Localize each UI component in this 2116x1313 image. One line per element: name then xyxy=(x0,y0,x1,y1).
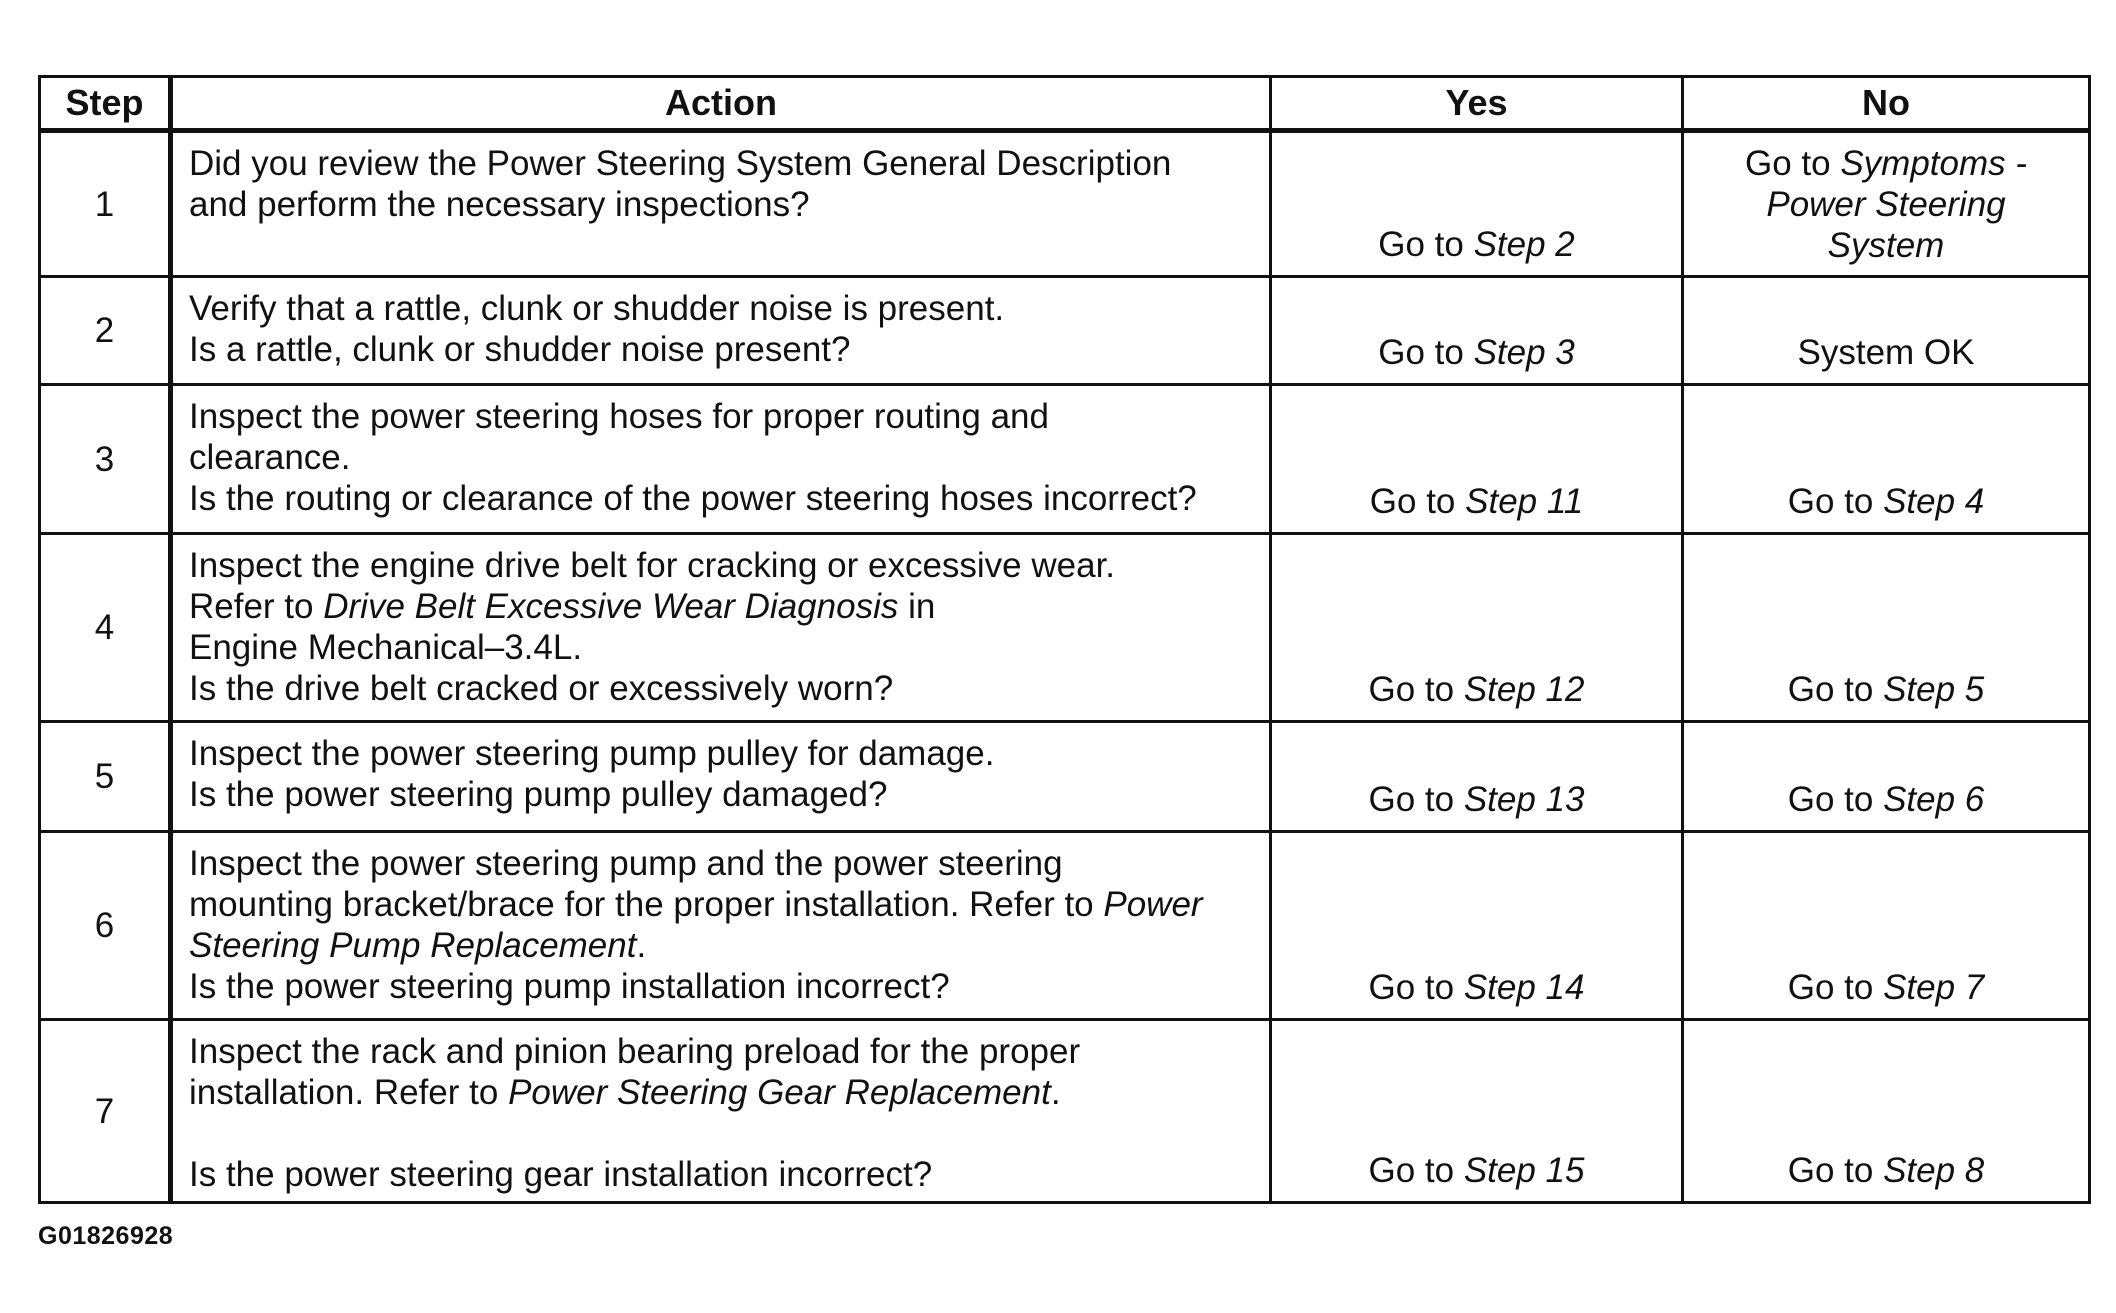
action-line: and perform the necessary inspections? xyxy=(189,185,810,224)
yes-cell xyxy=(1271,722,1683,832)
action-line: Engine Mechanical–3.4L. xyxy=(189,628,583,667)
yes-prefix: Go to xyxy=(1368,670,1464,709)
no-cell xyxy=(1683,131,2090,277)
action-line: Is the routing or clearance of the power steering hoses incorrect? xyxy=(189,479,1197,518)
yes-step-link[interactable]: Step 15 xyxy=(1463,1151,1585,1190)
header-yes: Yes xyxy=(1271,77,1683,131)
action-line: Inspect the engine drive belt for cracking or excessive wear. xyxy=(189,546,1116,585)
step-number: 4 xyxy=(40,534,171,722)
no-cell xyxy=(1683,534,2090,722)
no-step-link[interactable]: Step 7 xyxy=(1883,968,1985,1007)
step-number: 7 xyxy=(40,1020,171,1203)
action-cell xyxy=(171,277,1271,385)
yes-cell xyxy=(1271,277,1683,385)
no-step-link[interactable]: Step 8 xyxy=(1883,1151,1985,1190)
table-row xyxy=(40,832,2090,1020)
action-line xyxy=(189,884,1255,925)
table-row xyxy=(40,1020,2090,1203)
yes-cell xyxy=(1271,534,1683,722)
action-cell xyxy=(171,534,1271,722)
action-line: Inspect the rack and pinion bearing preload for the proper xyxy=(189,1032,1081,1071)
yes-step-link[interactable]: Step 11 xyxy=(1465,482,1584,521)
yes-step-link[interactable]: Step 3 xyxy=(1473,333,1575,372)
no-symptoms-link[interactable]: System xyxy=(1827,226,1945,265)
no-step-link[interactable]: Step 4 xyxy=(1883,482,1985,521)
refer-text: installation. Refer to xyxy=(189,1073,509,1112)
table-row xyxy=(40,722,2090,832)
no-symptoms-link[interactable]: Power Steering xyxy=(1766,185,2006,224)
no-prefix: Go to xyxy=(1787,670,1884,709)
step-number: 6 xyxy=(40,832,171,1020)
header-action: Action xyxy=(171,77,1271,131)
no-step-link[interactable]: Step 5 xyxy=(1883,670,1985,709)
no-cell xyxy=(1683,1020,2090,1203)
action-cell xyxy=(171,131,1271,277)
action-line xyxy=(189,586,1255,627)
yes-step-link[interactable]: Step 12 xyxy=(1463,670,1585,709)
drive-belt-diagnosis-link[interactable]: Drive Belt Excessive Wear Diagnosis xyxy=(323,587,899,626)
yes-cell xyxy=(1271,385,1683,534)
table-header-row xyxy=(40,77,2090,131)
no-prefix: Go to xyxy=(1787,1151,1884,1190)
table-row xyxy=(40,534,2090,722)
yes-prefix: Go to xyxy=(1378,333,1474,372)
action-line: Is the power steering gear installation incorrect? xyxy=(189,1155,933,1194)
pump-replacement-link[interactable]: Steering Pump Replacement xyxy=(189,926,637,965)
no-prefix: Go to xyxy=(1787,968,1884,1007)
action-line: Inspect the power steering hoses for proper routing and xyxy=(189,397,1049,436)
no-prefix: Go to xyxy=(1787,780,1884,819)
no-cell xyxy=(1683,277,2090,385)
yes-prefix: Go to xyxy=(1368,968,1464,1007)
no-cell xyxy=(1683,385,2090,534)
action-line: Did you review the Power Steering System General Description xyxy=(189,144,1172,183)
action-line: Is a rattle, clunk or shudder noise present? xyxy=(189,330,851,369)
step-number: 3 xyxy=(40,385,171,534)
table-row xyxy=(40,385,2090,534)
refer-suffix: in xyxy=(898,587,936,626)
yes-prefix: Go to xyxy=(1369,482,1466,521)
blank-line xyxy=(189,1113,1255,1154)
no-step-link[interactable]: Step 6 xyxy=(1883,780,1985,819)
action-line xyxy=(189,925,1255,966)
refer-suffix: . xyxy=(1050,1073,1061,1112)
action-line: Is the power steering pump installation incorrect? xyxy=(189,967,950,1006)
yes-cell xyxy=(1271,1020,1683,1203)
action-line: Inspect the power steering pump pulley for damage. xyxy=(189,734,995,773)
refer-text: Refer to xyxy=(189,587,324,626)
action-cell xyxy=(171,722,1271,832)
header-step: Step xyxy=(40,77,171,131)
no-prefix: Go to xyxy=(1787,482,1884,521)
gear-replacement-link[interactable]: Power Steering Gear Replacement xyxy=(508,1073,1051,1112)
step-number: 2 xyxy=(40,277,171,385)
action-cell xyxy=(171,832,1271,1020)
yes-step-link[interactable]: Step 2 xyxy=(1473,225,1575,264)
yes-prefix: Go to xyxy=(1378,225,1474,264)
action-line xyxy=(189,1072,1255,1113)
yes-cell xyxy=(1271,832,1683,1020)
figure-id: G01826928 xyxy=(38,1222,174,1250)
action-line: Inspect the power steering pump and the power steering xyxy=(189,844,1063,883)
no-prefix: Go to xyxy=(1744,144,1841,183)
no-line xyxy=(1684,143,2088,184)
no-result: System OK xyxy=(1797,333,1975,372)
action-cell xyxy=(171,385,1271,534)
diagnostic-table xyxy=(38,75,2091,1204)
no-symptoms-link[interactable]: Symptoms - xyxy=(1840,144,2028,183)
action-line: Is the power steering pump pulley damaged? xyxy=(189,775,888,814)
yes-step-link[interactable]: Step 14 xyxy=(1463,968,1585,1007)
action-line: clearance. xyxy=(189,438,351,477)
pump-replacement-link[interactable]: Power xyxy=(1103,885,1203,924)
step-number: 1 xyxy=(40,131,171,277)
yes-cell xyxy=(1271,131,1683,277)
action-line: Verify that a rattle, clunk or shudder noise is present. xyxy=(189,289,1005,328)
refer-suffix: . xyxy=(636,926,647,965)
no-cell xyxy=(1683,722,2090,832)
action-cell xyxy=(171,1020,1271,1203)
yes-prefix: Go to xyxy=(1368,1151,1464,1190)
header-no: No xyxy=(1683,77,2090,131)
table-row xyxy=(40,277,2090,385)
step-number: 5 xyxy=(40,722,171,832)
yes-step-link[interactable]: Step 13 xyxy=(1463,780,1585,819)
refer-text: mounting bracket/brace for the proper installation. Refer to xyxy=(189,885,1104,924)
no-cell xyxy=(1683,832,2090,1020)
table-row xyxy=(40,131,2090,277)
action-line: Is the drive belt cracked or excessively worn? xyxy=(189,669,894,708)
yes-prefix: Go to xyxy=(1368,780,1464,819)
